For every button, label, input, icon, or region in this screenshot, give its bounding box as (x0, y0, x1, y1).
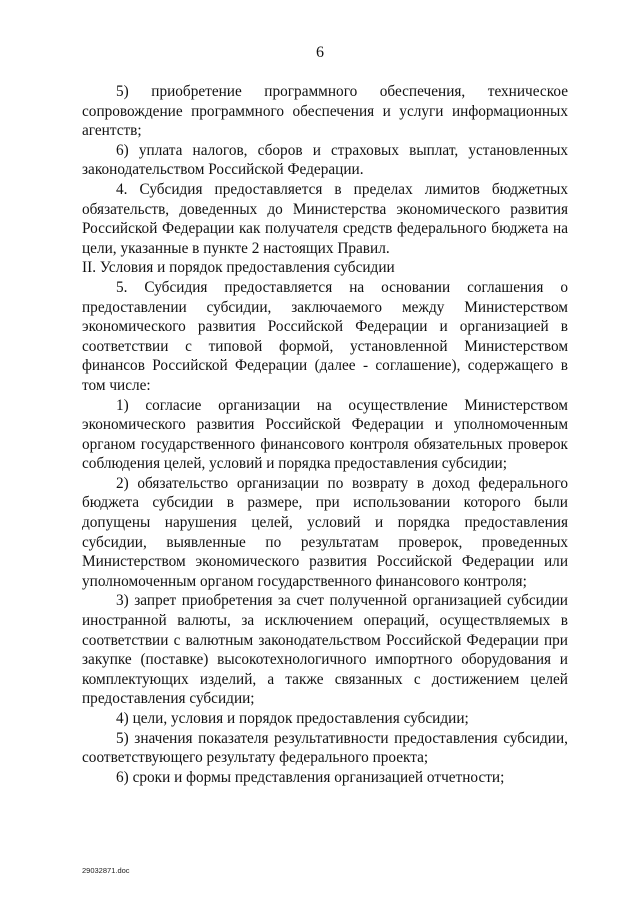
paragraph: 5. Субсидия предоставляется на основании соглашения о предоставлении субсидии, заключаемого между Министерством экономического развития Российской Федерации и организацией в соответствии с типовой формой, установленной Министерством финансов Российской Федерации (далее - соглашение), содержащего в том числе: (82, 278, 568, 394)
paragraph: 3) запрет приобретения за счет полученной организацией субсидии иностранной валюты, за исключением операций, осуществляемых в соответствии с валютным законодательством Российской Федерации при закупке (поставке) высокотехнологичного импортного оборудования и комплектующих изделий, а также связанных с достижением целей предоставления субсидии; (82, 592, 568, 708)
footer-filename: 29032871.doc (82, 866, 130, 875)
paragraph: 5) значения показателя результативности предоставления субсидии, соответствующего результату федерального проекта; (82, 729, 568, 767)
paragraph: 6) уплата налогов, сборов и страховых выплат, установленных законодательством Российской Федерации. (82, 141, 568, 179)
document-body (82, 82, 568, 787)
section-heading: II. Условия и порядок предоставления субсидии (82, 259, 395, 277)
page-number: 6 (316, 44, 324, 61)
paragraph: 1) согласие организации на осуществление Министерством экономического развития Российской Федерации и уполномоченным органом государственного финансового контроля обязательных проверок соблюдения целей, условий и порядка предоставления субсидии; (82, 396, 568, 473)
paragraph: 2) обязательство организации по возврату в доход федерального бюджета субсидии в размере, при использовании которого были допущены нарушения целей, условий и порядка предоставления субсидии, выявленные по результатам проверок, проведенных Министерством экономического развития Российской Федерации или уполномоченным органом государственного финансового контроля; (82, 474, 568, 590)
paragraph: 4. Субсидия предоставляется в пределах лимитов бюджетных обязательств, доведенных до Министерства экономического развития Российской Федерации как получателя средств федерального бюджета на цели, указанные в пункте 2 настоящих Правил. (82, 180, 568, 257)
paragraph: 6) сроки и формы представления организацией отчетности; (116, 768, 505, 786)
paragraph: 4) цели, условия и порядок предоставления субсидии; (116, 710, 469, 727)
paragraph: 5) приобретение программного обеспечения, техническое сопровождение программного обеспечения и услуги информационных агентств; (82, 83, 568, 140)
